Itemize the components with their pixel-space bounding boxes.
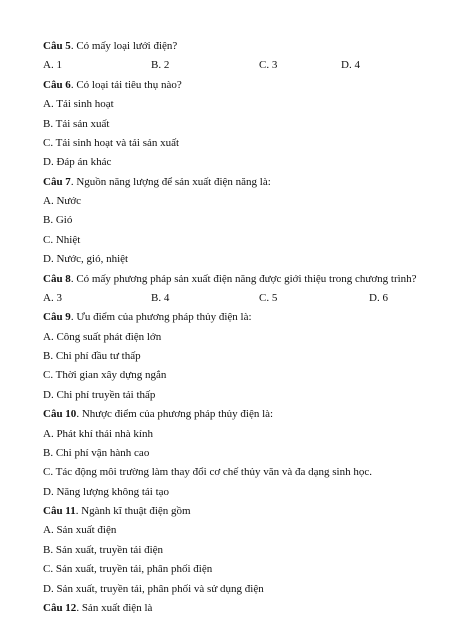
option-b: B. Chi phí vận hành cao — [43, 447, 150, 459]
question-text: . Sản xuất điện là — [76, 602, 153, 614]
options-row-5 — [43, 57, 423, 73]
question-number: Câu 5 — [43, 40, 71, 52]
option-a: A. 1 — [43, 59, 62, 71]
option-d: D. Đáp án khác — [43, 156, 112, 168]
question-11 — [43, 503, 191, 519]
question-text: . Nguồn năng lượng để sản xuất điện năng là: — [70, 176, 271, 188]
question-5 — [43, 38, 177, 54]
question-number: Câu 10 — [43, 408, 77, 420]
option-b: B. 2 — [151, 59, 170, 71]
question-text: . Ưu điểm của phương pháp thủy điện là: — [70, 311, 252, 323]
question-10 — [43, 406, 273, 422]
option-d: D. Nước, gió, nhiệt — [43, 253, 129, 265]
question-number: Câu 6 — [43, 79, 71, 91]
option-b: B. Gió — [43, 214, 73, 226]
option-d: D. Năng lượng không tái tạo — [43, 486, 170, 498]
question-9 — [43, 309, 252, 325]
option-c: C. Tải sinh hoạt và tải sản xuất — [43, 137, 180, 149]
options-row-8 — [43, 290, 423, 306]
question-number: Câu 12 — [43, 602, 77, 614]
question-text: . Ngành kĩ thuật điện gồm — [75, 505, 191, 517]
option-a: A. Phát khí thải nhà kính — [43, 428, 153, 440]
question-6 — [43, 77, 182, 93]
question-number: Câu 9 — [43, 311, 71, 323]
question-number: Câu 7 — [43, 176, 71, 188]
option-b: B. Tải sản xuất — [43, 118, 110, 130]
question-text: . Có loại tải tiêu thụ nào? — [70, 79, 182, 91]
option-a: A. Nước — [43, 195, 82, 207]
option-a: A. Công suất phát điện lớn — [43, 331, 162, 343]
option-c: C. Nhiệt — [43, 234, 81, 246]
question-text: . Có mấy loại lưới điện? — [70, 40, 178, 52]
option-b: B. Sản xuất, truyền tải điện — [43, 544, 164, 556]
option-b: B. 4 — [151, 292, 170, 304]
option-a: A. 3 — [43, 292, 62, 304]
option-d: D. Chi phí truyền tải thấp — [43, 389, 156, 401]
option-d: D. Sản xuất, truyền tải, phân phối và sử dụng điện — [43, 583, 264, 595]
question-text: . Có mấy phương pháp sản xuất điện năng được giới thiệu trong chương trình? — [70, 273, 417, 285]
option-c: C. 5 — [259, 292, 278, 304]
question-8 — [43, 271, 417, 287]
option-d: D. 4 — [341, 59, 360, 71]
option-c: C. 3 — [259, 59, 278, 71]
question-7 — [43, 174, 271, 190]
option-b: B. Chi phí đầu tư thấp — [43, 350, 141, 362]
option-c: C. Sản xuất, truyền tải, phân phối điện — [43, 563, 213, 575]
option-c: C. Thời gian xây dựng ngắn — [43, 369, 167, 381]
option-a: A. Tải sinh hoạt — [43, 98, 114, 110]
question-12 — [43, 600, 152, 616]
question-number: Câu 11 — [43, 505, 76, 517]
question-text: . Nhược điểm của phương pháp thủy điện là: — [76, 408, 274, 420]
option-a: A. Sản xuất điện — [43, 524, 117, 536]
option-d: D. 6 — [369, 292, 388, 304]
option-c: C. Tác động môi trường làm thay đổi cơ chế thủy văn và đa dạng sinh học. — [43, 466, 372, 478]
question-number: Câu 8 — [43, 273, 71, 285]
